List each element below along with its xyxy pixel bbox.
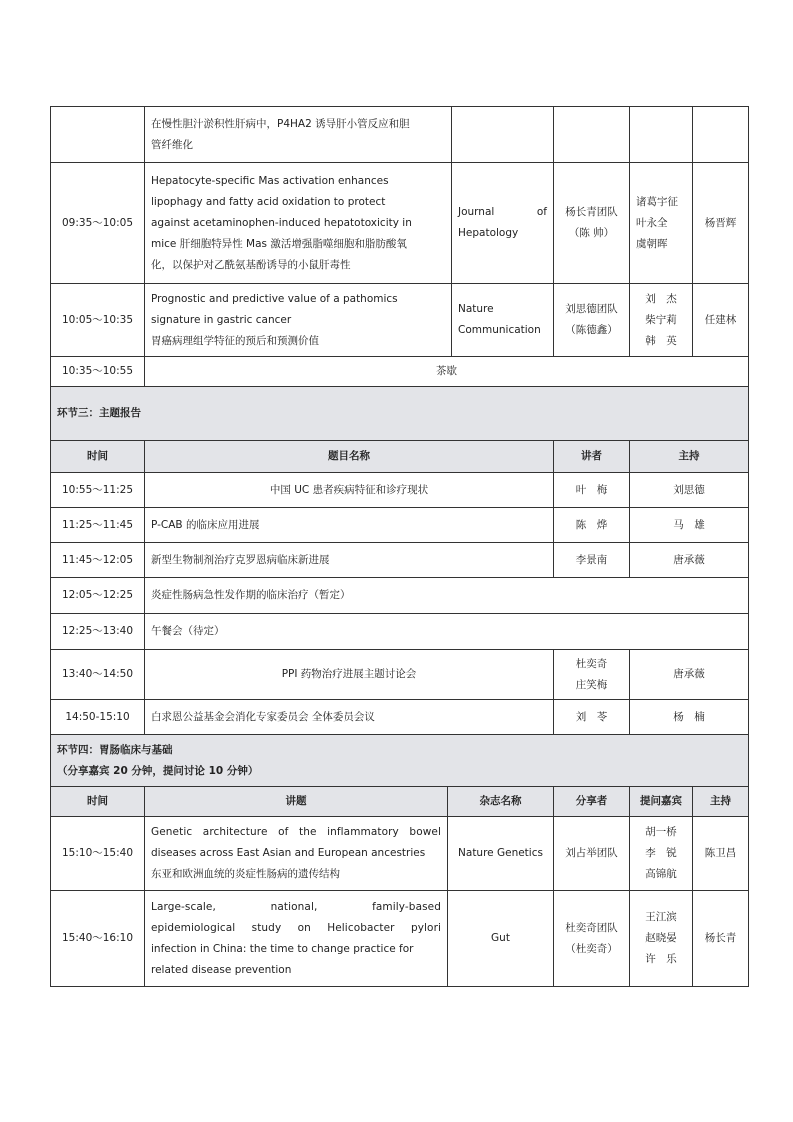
host-cell: 杨长青 [693, 891, 749, 987]
host-cell: 唐承薇 [630, 543, 749, 578]
title-line: epidemiological study on Helicobacter pylori [151, 921, 441, 934]
time-cell: 10:55～11:25 [51, 473, 145, 508]
title-line: 胃癌病理组学特征的预后和预测价值 [151, 334, 319, 347]
time-cell: 15:10～15:40 [51, 817, 145, 891]
column-header: 时间 [51, 787, 145, 817]
time-cell: 12:25～13:40 [51, 614, 145, 650]
host-cell: 马 雄 [630, 508, 749, 543]
discussant-name: 李 锐 [645, 847, 677, 859]
title-cell [145, 107, 452, 163]
time-cell: 12:05～12:25 [51, 578, 145, 614]
title-cell: 中国 UC 患者疾病特征和诊疗现状 [145, 473, 554, 508]
title-line: signature in gastric cancer [151, 313, 292, 326]
section-title-row [51, 735, 749, 787]
discussant-name: 虞朝晖 [636, 237, 668, 250]
title-line: 管纤维化 [151, 138, 193, 151]
section2-table [50, 106, 749, 387]
host-cell: 杨晋辉 [693, 163, 749, 284]
discussant-cell [630, 284, 693, 357]
discussant-name: 叶永全 [636, 216, 668, 229]
discussant-name: 高锦航 [645, 868, 677, 880]
table-row [51, 163, 749, 284]
title-line: 化，以保护对乙酰氨基酚诱导的小鼠肝毒性 [151, 258, 351, 271]
column-header: 杂志名称 [448, 787, 554, 817]
team-cell: 杨长青团队 （陈 帅） [554, 163, 630, 284]
discussant-name: 刘 杰 [645, 292, 677, 305]
title-line: 东亚和欧洲血统的炎症性肠病的遗传结构 [151, 868, 340, 880]
team-cell: 刘占举团队 [554, 817, 630, 891]
discussant-cell [630, 891, 693, 987]
table-row [51, 578, 749, 614]
title-line: Large-scale, national, family-based [151, 900, 441, 913]
break-cell: 茶歇 [145, 357, 749, 387]
team-cell: 杜奕奇团队 （杜奕奇） [554, 891, 630, 987]
table-row [51, 650, 749, 700]
time-cell: 09:35～10:05 [51, 163, 145, 284]
title-line: mice 肝细胞特异性 Mas 激活增强脂噬细胞和脂肪酸氧 [151, 237, 407, 250]
table-row [51, 107, 749, 163]
title-cell: 炎症性肠病急性发作期的临床治疗（暂定） [145, 578, 749, 614]
section-title [51, 735, 749, 787]
title-line: 在慢性胆汁淤积性肝病中，P4HA2 诱导肝小管反应和胆 [151, 117, 410, 130]
journal-cell: Nature Genetics [448, 817, 554, 891]
discussant-name: 王江滨 [645, 911, 677, 923]
time-cell: 14:50-15:10 [51, 700, 145, 735]
time-cell [51, 107, 145, 163]
column-header: 讲题 [145, 787, 448, 817]
section-title-row [51, 387, 749, 441]
time-cell: 10:05～10:35 [51, 284, 145, 357]
title-line: Hepatocyte-specific Mas activation enhances [151, 174, 389, 187]
host-cell: 陈卫昌 [693, 817, 749, 891]
table-row [51, 473, 749, 508]
title-cell: 新型生物制剂治疗克罗恩病临床新进展 [145, 543, 554, 578]
section3-table [50, 386, 749, 735]
journal-cell [452, 107, 554, 163]
host-cell [693, 107, 749, 163]
column-header: 讲者 [554, 441, 630, 473]
table-row [51, 817, 749, 891]
title-cell [145, 817, 448, 891]
discussant-cell [630, 163, 693, 284]
time-cell: 10:35～10:55 [51, 357, 145, 387]
title-line: Genetic architecture of the inflammatory bowel [151, 826, 441, 838]
column-header: 分享者 [554, 787, 630, 817]
table-row [51, 357, 749, 387]
table-row [51, 508, 749, 543]
section4-table [50, 734, 749, 987]
speaker-cell: 刘 苓 [554, 700, 630, 735]
header-row [51, 787, 749, 817]
header-row [51, 441, 749, 473]
speaker-cell: 杜奕奇 庄笑梅 [554, 650, 630, 700]
team-cell: 刘思德团队 （陈德鑫） [554, 284, 630, 357]
host-cell: 刘思德 [630, 473, 749, 508]
time-cell: 11:25～11:45 [51, 508, 145, 543]
journal-cell: Journal of Hepatology [452, 163, 554, 284]
column-header: 主持 [630, 441, 749, 473]
host-cell: 杨 楠 [630, 700, 749, 735]
time-cell: 13:40～14:50 [51, 650, 145, 700]
agenda-document [50, 106, 748, 987]
time-cell: 11:45～12:05 [51, 543, 145, 578]
title-line: related disease prevention [151, 963, 292, 976]
team-cell [554, 107, 630, 163]
discussant-name: 柴宁莉 [645, 313, 677, 326]
title-line: Prognostic and predictive value of a pathomics [151, 292, 398, 305]
discussant-name: 赵晓晏 [645, 932, 677, 944]
time-cell: 15:40～16:10 [51, 891, 145, 987]
discussant-name: 诸葛宇征 [636, 195, 678, 208]
speaker-cell: 陈 烨 [554, 508, 630, 543]
title-cell: PPI 药物治疗进展主题讨论会 [145, 650, 554, 700]
discussant-name: 韩 英 [645, 334, 677, 347]
title-cell: P-CAB 的临床应用进展 [145, 508, 554, 543]
column-header: 题目名称 [145, 441, 554, 473]
title-cell [145, 284, 452, 357]
title-line: lipophagy and fatty acid oxidation to protect [151, 195, 386, 208]
speaker-cell: 叶 梅 [554, 473, 630, 508]
table-row [51, 614, 749, 650]
title-line: infection in China: the time to change practice for [151, 942, 414, 955]
title-cell: 午餐会（待定） [145, 614, 749, 650]
discussant-name: 胡一桥 [645, 826, 677, 838]
table-row [51, 543, 749, 578]
title-line: against acetaminophen-induced hepatotoxicity in [151, 216, 412, 229]
table-row [51, 891, 749, 987]
title-cell: 白求恩公益基金会消化专家委员会 全体委员会议 [145, 700, 554, 735]
host-cell: 唐承薇 [630, 650, 749, 700]
table-row [51, 284, 749, 357]
table-row [51, 700, 749, 735]
title-cell [145, 163, 452, 284]
section-subtitle: （分享嘉宾 20 分钟，提问讨论 10 分钟） [57, 764, 259, 777]
column-header: 提问嘉宾 [630, 787, 693, 817]
discussant-name: 许 乐 [645, 953, 677, 965]
column-header: 时间 [51, 441, 145, 473]
title-cell [145, 891, 448, 987]
journal-cell: Gut [448, 891, 554, 987]
host-cell: 任建林 [693, 284, 749, 357]
discussant-cell [630, 107, 693, 163]
title-line: diseases across East Asian and European ancestries [151, 847, 426, 859]
section-title: 环节三：主题报告 [51, 387, 749, 441]
section-title-text: 环节四：胃肠临床与基础 [57, 743, 173, 756]
journal-cell: Nature Communication [452, 284, 554, 357]
column-header: 主持 [693, 787, 749, 817]
speaker-cell: 李景南 [554, 543, 630, 578]
discussant-cell [630, 817, 693, 891]
